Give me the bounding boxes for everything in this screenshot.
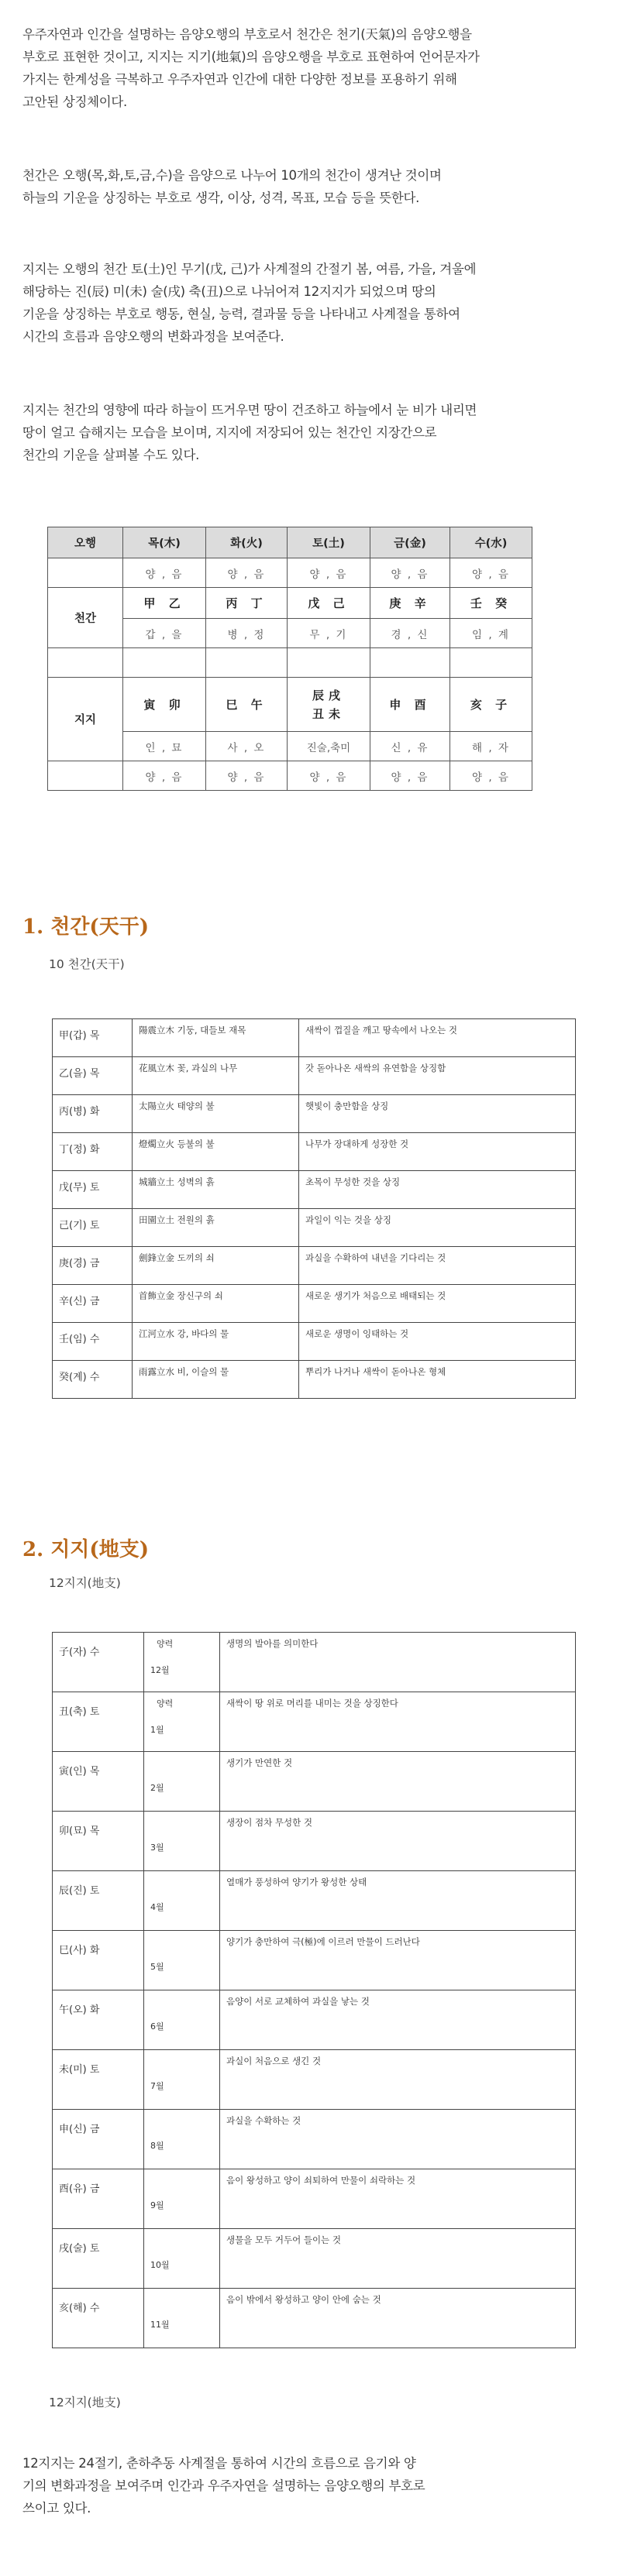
month-label: 3월 (150, 1843, 164, 1853)
table-row (53, 2110, 576, 2169)
table-row (53, 1990, 576, 2050)
subheading-jiji: 12지지(地支) (49, 1576, 121, 1590)
empty-cell (48, 558, 123, 588)
month-label: 8월 (150, 2141, 164, 2151)
yinyang-cell: 양 , 음 (370, 558, 450, 588)
jiji-name-cell: 亥(해) 수 (53, 2289, 144, 2348)
cheongan-han-cell: 庚 辛 (370, 588, 450, 619)
intro-paragraph-3: 지지는 오행의 천간 토(土)인 무기(戊, 己)가 사계절의 간절기 봄, 여름, 가을, 겨울에 해당하는 진(辰) 미(未) 술(戌) 축(丑)으로 나뉘어져 12지지가 되었으며 땅의 기운을 상징하는 부호로 행동, 현실, 능력, 결과물 등을 나타내고 사계절을 통하여 시간의 흐름과 음양오행의 변화과정을 보여준다. (22, 262, 477, 344)
empty-cell (48, 648, 123, 678)
jiji-name-cell: 子(자) 수 (53, 1633, 144, 1692)
cheongan-label: 천간 (48, 588, 123, 648)
header-cell: 수(水) (450, 527, 532, 558)
cheongan-han-cell: 戊 己 (288, 588, 370, 619)
jiji-kor-cell: 사 , 오 (206, 732, 288, 761)
jiji-meaning-cell: 생명의 발아를 의미한다 (220, 1633, 576, 1692)
table-row (53, 1633, 576, 1692)
table-row (53, 1057, 576, 1095)
table-row (53, 1209, 576, 1247)
month-label: 9월 (150, 2200, 164, 2210)
yangryeok-label: 양력 (157, 1698, 174, 1709)
cheongan-meaning-cell: 새싹이 껍질을 깨고 땅속에서 나오는 것 (299, 1019, 576, 1057)
cheongan-han-cell: 甲 乙 (123, 588, 206, 619)
jiji-han-cell: 巳 午 (206, 678, 288, 732)
cheongan-han-row (48, 588, 532, 619)
jiji-month-cell (144, 2229, 220, 2289)
cheongan-kor-cell: 병 , 정 (206, 619, 288, 648)
cheongan-symbol-cell: 城牆立土 성벽의 흙 (133, 1171, 299, 1209)
jiji-name-cell: 酉(유) 금 (53, 2169, 144, 2229)
month-label: 7월 (150, 2081, 164, 2091)
cheongan-meaning-cell: 초목이 무성한 것을 상징 (299, 1171, 576, 1209)
month-label: 5월 (150, 1962, 164, 1972)
table-row (53, 1323, 576, 1361)
jiji-kor-cell: 해 , 자 (450, 732, 532, 761)
yinyang-cell: 양 , 음 (123, 558, 206, 588)
jiji-table (52, 1632, 576, 2348)
yinyang-row-1 (48, 558, 532, 588)
yinyang-cell: 양 , 음 (370, 761, 450, 791)
jiji-name-cell: 申(신) 금 (53, 2110, 144, 2169)
cheongan-symbol-cell: 劍鋒立金 도끼의 쇠 (133, 1247, 299, 1285)
jiji-meaning-cell: 생장이 점차 무성한 것 (220, 1812, 576, 1871)
cheongan-symbol-cell: 雨露立水 비, 이슬의 물 (133, 1361, 299, 1399)
jiji-name-cell: 寅(인) 목 (53, 1752, 144, 1812)
table-row (53, 1871, 576, 1931)
table-row (53, 1931, 576, 1990)
subheading-cheongan: 10 천간(天干) (49, 957, 125, 971)
empty-cell (206, 648, 288, 678)
yinyang-cell: 양 , 음 (206, 761, 288, 791)
cheongan-meaning-cell: 과일이 익는 것을 상징 (299, 1209, 576, 1247)
ohaeng-table (47, 527, 532, 791)
cheongan-han-cell: 丙 丁 (206, 588, 288, 619)
table-row (53, 2229, 576, 2289)
jiji-month-cell (144, 2289, 220, 2348)
jiji-han-row (48, 678, 532, 732)
empty-cell (48, 761, 123, 791)
cheongan-name-cell: 甲(갑) 목 (53, 1019, 133, 1057)
table-row (53, 1812, 576, 1871)
header-cell: 오행 (48, 527, 123, 558)
table-row (53, 1692, 576, 1752)
month-label: 4월 (150, 1902, 164, 1912)
intro-paragraph-4: 지지는 천간의 영향에 따라 하늘이 뜨거우면 땅이 건조하고 하늘에서 눈 비가 내리면 땅이 얼고 습해지는 모습을 보이며, 지지에 저장되어 있는 천간인 지장간으로 천간의 기운을 살펴볼 수도 있다. (22, 403, 477, 462)
cheongan-meaning-cell: 과실을 수확하여 내년을 기다리는 것 (299, 1247, 576, 1285)
jiji-month-cell (144, 1752, 220, 1812)
cheongan-kor-cell: 무 , 기 (288, 619, 370, 648)
cheongan-kor-cell: 임 , 계 (450, 619, 532, 648)
cheongan-kor-cell: 경 , 신 (370, 619, 450, 648)
footer-paragraph: 12지지는 24절기, 춘하추동 사계절을 통하여 시간의 흐름으로 음기와 양 기의 변화과정을 보여주며 인간과 우주자연을 설명하는 음양오행의 부호로 쓰이고 있다. (22, 2456, 425, 2516)
jiji-han-cell: 申 酉 (370, 678, 450, 732)
header-cell: 토(土) (288, 527, 370, 558)
cheongan-name-cell: 癸(계) 수 (53, 1361, 133, 1399)
jiji-label: 지지 (48, 678, 123, 761)
cheongan-symbol-cell: 太陽立火 태양의 불 (133, 1095, 299, 1133)
jiji-month-cell (144, 2050, 220, 2110)
jiji-meaning-cell: 음이 왕성하고 양이 쇠퇴하여 만물이 쇠락하는 것 (220, 2169, 576, 2229)
jiji-month-cell (144, 1990, 220, 2050)
cheongan-symbol-cell: 燈燭立火 등불의 불 (133, 1133, 299, 1171)
yinyang-cell: 양 , 음 (450, 761, 532, 791)
table-row (53, 1095, 576, 1133)
header-cell: 금(金) (370, 527, 450, 558)
yangryeok-label: 양력 (157, 1639, 174, 1649)
table-row (53, 2050, 576, 2110)
cheongan-symbol-cell: 首飾立金 장신구의 쇠 (133, 1285, 299, 1323)
empty-cell (123, 648, 206, 678)
jiji-month-cell (144, 2169, 220, 2229)
cheongan-name-cell: 庚(경) 금 (53, 1247, 133, 1285)
cheongan-name-cell: 丁(정) 화 (53, 1133, 133, 1171)
intro-paragraph-1: 우주자연과 인간을 설명하는 음양오행의 부호로서 천간은 천기(天氣)의 음양오행을 부호로 표현한 것이고, 지지는 지기(地氣)의 음양오행을 부호로 표현하여 언어문자가 가지는 한계성을 극복하고 우주자연과 인간에 대한 다양한 정보를 포용하기 위해 고안된 상징체이다. (22, 27, 480, 109)
jiji-meaning-cell: 음양이 서로 교체하여 과실을 낳는 것 (220, 1990, 576, 2050)
jiji-month-cell (144, 1931, 220, 1990)
jiji-month-cell (144, 1871, 220, 1931)
cheongan-name-cell: 乙(을) 목 (53, 1057, 133, 1095)
jiji-name-cell: 辰(진) 토 (53, 1871, 144, 1931)
jiji-han-cell: 亥 子 (450, 678, 532, 732)
header-cell: 화(火) (206, 527, 288, 558)
cheongan-meaning-cell: 햇빛이 충만함을 상징 (299, 1095, 576, 1133)
cheongan-name-cell: 己(기) 토 (53, 1209, 133, 1247)
month-label: 2월 (150, 1783, 164, 1793)
cheongan-symbol-cell: 陽震立木 기둥, 대들보 재목 (133, 1019, 299, 1057)
yinyang-cell: 양 , 음 (123, 761, 206, 791)
cheongan-name-cell: 壬(임) 수 (53, 1323, 133, 1361)
cheongan-meaning-cell: 뿌리가 나거나 새싹이 돋아나온 형체 (299, 1361, 576, 1399)
jiji-kor-cell: 인 , 묘 (123, 732, 206, 761)
jiji-meaning-cell: 과실이 처음으로 생긴 것 (220, 2050, 576, 2110)
table-row (53, 1171, 576, 1209)
cheongan-meaning-cell: 새로운 생명이 잉태하는 것 (299, 1323, 576, 1361)
jiji-name-cell: 午(오) 화 (53, 1990, 144, 2050)
jiji-name-cell: 丑(축) 토 (53, 1692, 144, 1752)
section-heading-cheongan: 1. 천간(天干) (22, 915, 150, 939)
jiji-name-cell: 戌(술) 토 (53, 2229, 144, 2289)
cheongan-table (52, 1018, 576, 1399)
jiji-meaning-cell: 생물을 모두 거두어 들이는 것 (220, 2229, 576, 2289)
cheongan-meaning-cell: 나무가 장대하게 성장한 것 (299, 1133, 576, 1171)
section-heading-jiji: 2. 지지(地支) (22, 1538, 150, 1561)
cheongan-symbol-cell: 江河立水 강, 바다의 물 (133, 1323, 299, 1361)
table-row (53, 1019, 576, 1057)
header-cell: 목(木) (123, 527, 206, 558)
table-row (53, 1285, 576, 1323)
jiji-meaning-cell: 열매가 풍성하여 양기가 왕성한 상태 (220, 1871, 576, 1931)
cheongan-meaning-cell: 새로운 생기가 처음으로 배태되는 것 (299, 1285, 576, 1323)
yinyang-cell: 양 , 음 (288, 558, 370, 588)
subheading-jiji-footer: 12지지(地支) (49, 2396, 121, 2409)
empty-cell (288, 648, 370, 678)
month-label: 1월 (150, 1725, 164, 1735)
table-row (53, 2289, 576, 2348)
table-row (53, 2169, 576, 2229)
jiji-meaning-cell: 양기가 충만하여 극(極)에 이르러 만물이 드러난다 (220, 1931, 576, 1990)
jiji-name-cell: 卯(묘) 목 (53, 1812, 144, 1871)
yinyang-cell: 양 , 음 (450, 558, 532, 588)
jiji-meaning-cell: 새싹이 땅 위로 머리를 내미는 것을 상징한다 (220, 1692, 576, 1752)
cheongan-name-cell: 丙(병) 화 (53, 1095, 133, 1133)
jiji-meaning-cell: 음이 밖에서 왕성하고 양이 안에 숨는 것 (220, 2289, 576, 2348)
jiji-han-cell: 寅 卯 (123, 678, 206, 732)
cheongan-name-cell: 戊(무) 토 (53, 1171, 133, 1209)
yinyang-cell: 양 , 음 (206, 558, 288, 588)
yinyang-row-2 (48, 761, 532, 791)
empty-cell (450, 648, 532, 678)
jiji-month-cell (144, 1812, 220, 1871)
spacer-row (48, 648, 532, 678)
table-row (53, 1133, 576, 1171)
table-row (53, 1361, 576, 1399)
jiji-month-cell (144, 1633, 220, 1692)
table-row (53, 1752, 576, 1812)
jiji-meaning-cell: 생기가 만연한 것 (220, 1752, 576, 1812)
jiji-kor-cell: 신 , 유 (370, 732, 450, 761)
intro-paragraph-2: 천간은 오행(목,화,토,금,수)을 음양으로 나누어 10개의 천간이 생겨난 것이며 하늘의 기운을 상징하는 부호로 생각, 이상, 성격, 목표, 모습 등을 뜻한다. (22, 168, 442, 205)
ohaeng-header-row (48, 527, 532, 558)
cheongan-kor-cell: 갑 , 을 (123, 619, 206, 648)
empty-cell (370, 648, 450, 678)
jiji-han-cell: 辰戌 丑未 (288, 678, 370, 732)
jiji-kor-cell: 진술,축미 (288, 732, 370, 761)
cheongan-name-cell: 辛(신) 금 (53, 1285, 133, 1323)
table-row (53, 1247, 576, 1285)
month-label: 11월 (150, 2320, 170, 2330)
month-label: 6월 (150, 2021, 164, 2032)
cheongan-meaning-cell: 갓 돋아나온 새싹의 유연함을 상징함 (299, 1057, 576, 1095)
cheongan-symbol-cell: 田園立土 전원의 흙 (133, 1209, 299, 1247)
cheongan-symbol-cell: 花風立木 꽃, 과실의 나무 (133, 1057, 299, 1095)
jiji-meaning-cell: 과실을 수확하는 것 (220, 2110, 576, 2169)
jiji-name-cell: 巳(사) 화 (53, 1931, 144, 1990)
jiji-month-cell (144, 1692, 220, 1752)
cheongan-han-cell: 壬 癸 (450, 588, 532, 619)
yinyang-cell: 양 , 음 (288, 761, 370, 791)
jiji-month-cell (144, 2110, 220, 2169)
month-label: 12월 (150, 1665, 170, 1675)
month-label: 10월 (150, 2260, 170, 2270)
jiji-name-cell: 未(미) 토 (53, 2050, 144, 2110)
